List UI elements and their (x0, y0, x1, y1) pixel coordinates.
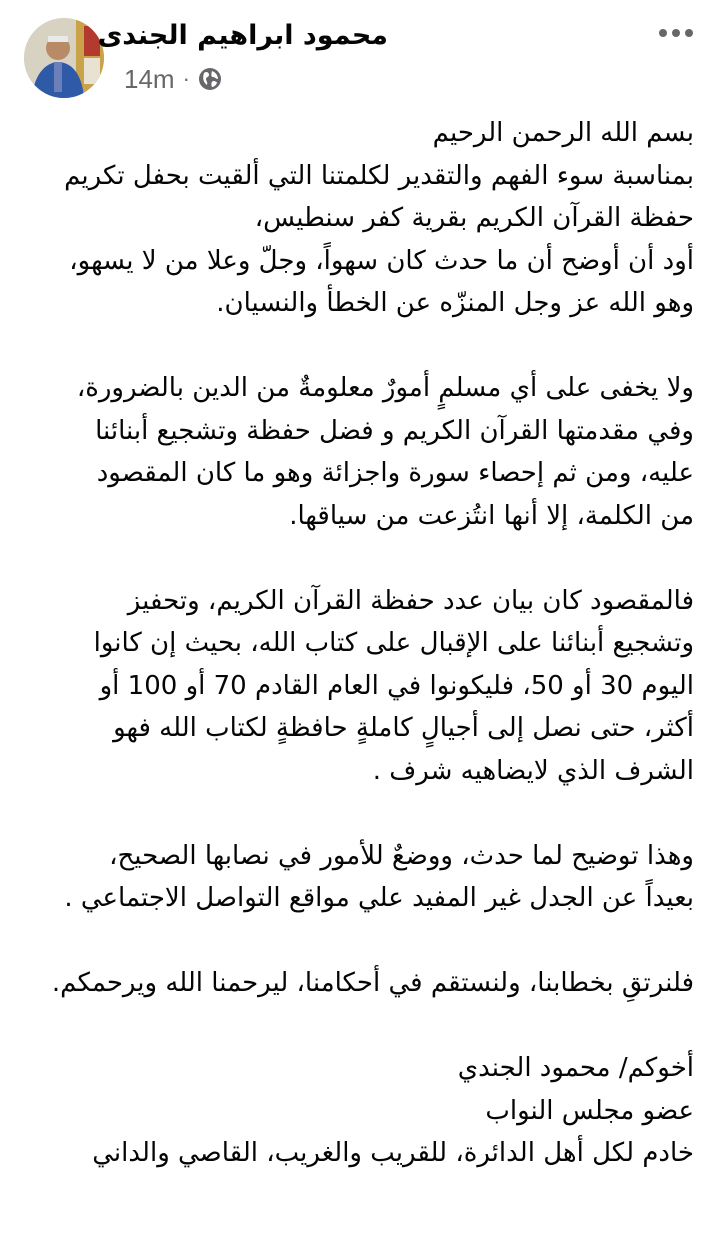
post-line: أكثر، حتى نصل إلى أجيالٍ كاملةٍ حافظةٍ لكتاب الله فهو (113, 713, 694, 743)
post-line: وهذا توضيح لما حدث، ووضعٌ للأمور في نصابها الصحيح، (109, 840, 694, 871)
post-line: بعيداً عن الجدل غير المفيد علي مواقع التواصل الاجتماعي . (64, 883, 694, 913)
post-line: فلنرتقِ بخطابنا، ولنستقم في أحكامنا، ليرحمنا الله ويرحمكم. (51, 968, 694, 998)
post-line: ولا يخفى على أي مسلمٍ أمورٌ معلومةٌ من الدين بالضرورة، (76, 373, 694, 403)
meta-separator: · (182, 66, 190, 91)
post-line: أخوكم/ محمود الجندي (457, 1053, 694, 1083)
post-meta (124, 62, 222, 96)
post-line: خادم لكل أهل الدائرة، للقريب والغريب، القاصي والداني (92, 1138, 694, 1168)
paragraph-gap (30, 537, 694, 580)
post-line: حفظة القرآن الكريم بقرية كفر سنطيس، (254, 203, 694, 233)
post-line: وتشجيع أبنائنا على الإقبال على كتاب الله، بحيث إن كانوا (93, 628, 694, 658)
post-body (30, 112, 694, 1175)
author-name[interactable]: محمود ابراهيم الجندى (97, 20, 388, 51)
post-line: فالمقصود كان بيان عدد حفظة القرآن الكريم، وتحفيز (127, 585, 694, 616)
paragraph-gap (30, 920, 694, 963)
post-line: عليه، ومن ثم إحصاء سورة واجزائة وهو ما كان المقصود (96, 458, 694, 488)
globe-icon[interactable] (198, 67, 222, 91)
post-line: أود أن أوضح أن ما حدث كان سهواً، وجلّ وعلا من لا يسهو، (69, 245, 694, 276)
post-line: الشرف الذي لايضاهيه شرف . (372, 755, 694, 786)
paragraph-gap (30, 1005, 694, 1048)
post-time[interactable]: 14m (124, 63, 175, 94)
author-avatar[interactable] (24, 18, 104, 98)
more-horizontal-icon (658, 28, 694, 38)
avatar-image (24, 18, 104, 98)
post-line: بسم الله الرحمن الرحيم (432, 118, 694, 148)
paragraph-gap (30, 792, 694, 835)
post-line: عضو مجلس النواب (485, 1095, 694, 1126)
post-line: من الكلمة، إلا أنها انتُزعت من سياقها. (289, 500, 694, 531)
post-line: وهو الله عز وجل المنزّه عن الخطأ والنسيان. (216, 288, 694, 318)
paragraph-gap (30, 325, 694, 368)
post-line: وفي مقدمتها القرآن الكريم و فضل حفظة وتشجيع أبنائنا (95, 415, 694, 446)
post-line: بمناسبة سوء الفهم والتقدير لكلمتنا التي ألقيت بحفل تكريم (64, 160, 694, 191)
post-line: اليوم 30 أو 50، فليكونوا في العام القادم 70 أو 100 أو (99, 670, 694, 701)
post-header (0, 0, 719, 110)
more-options-button[interactable] (656, 18, 696, 48)
